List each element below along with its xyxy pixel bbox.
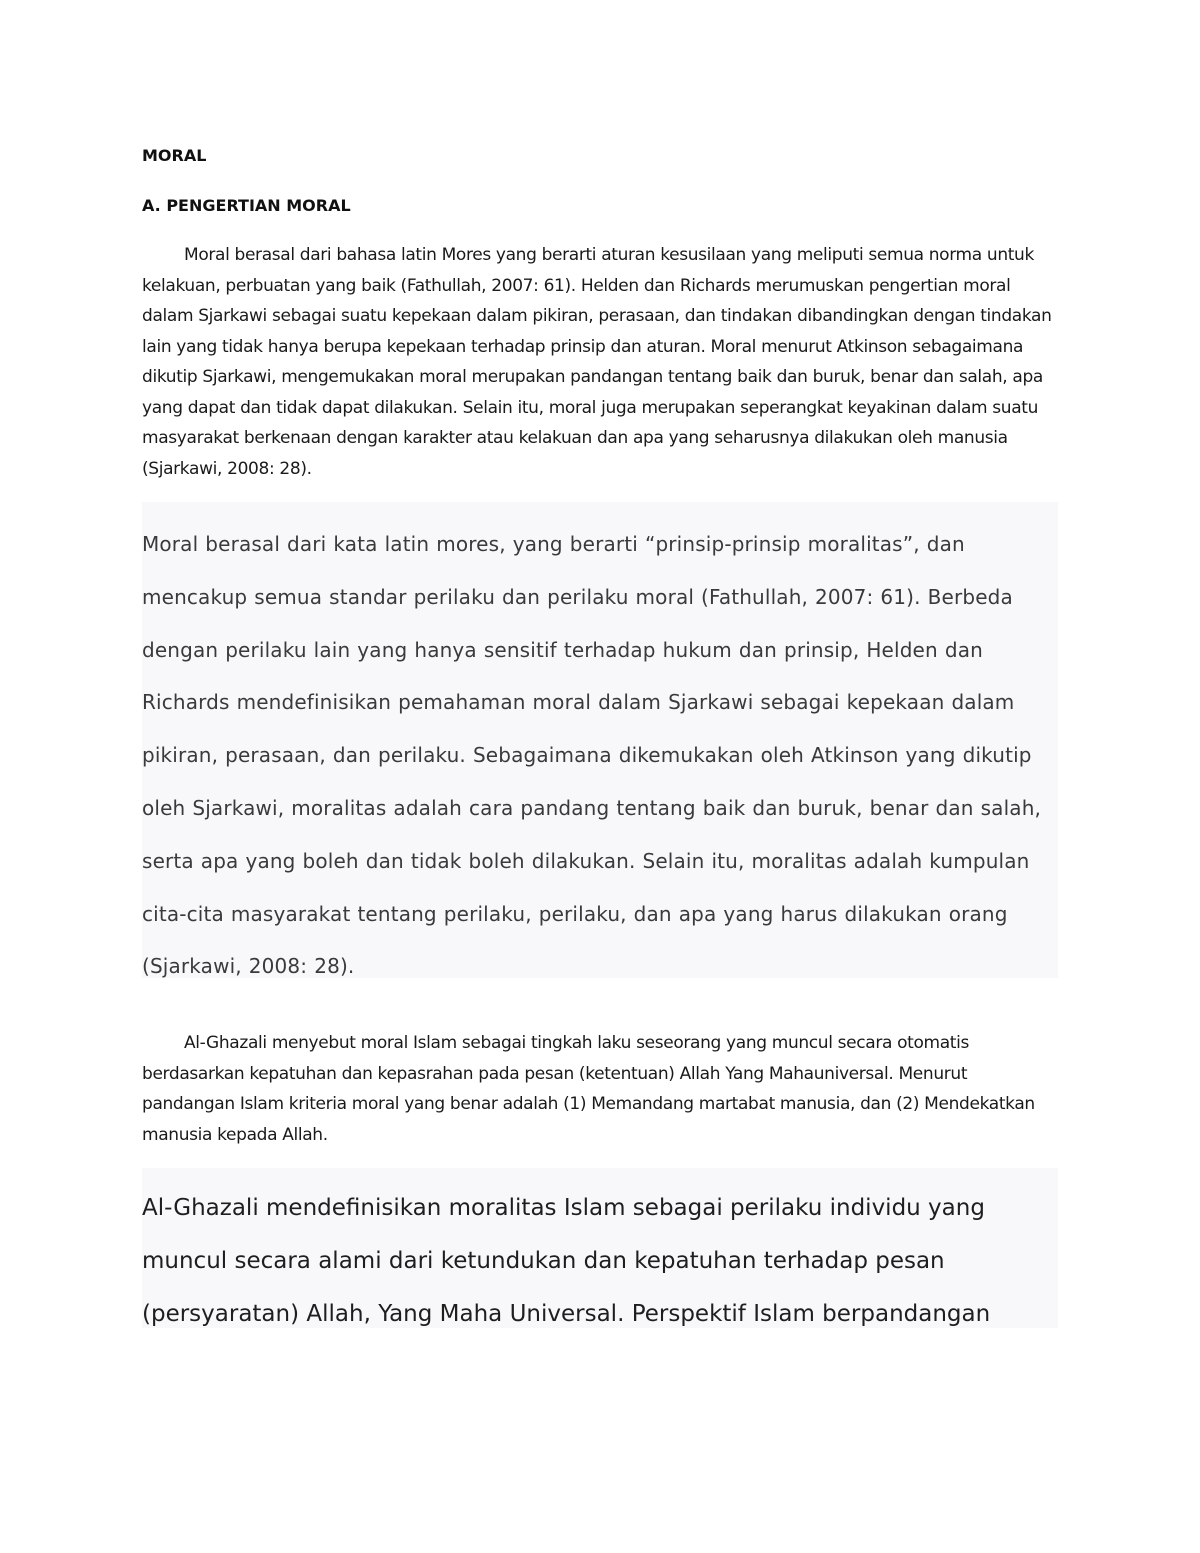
- translation-text: Moral berasal dari kata latin mores, yang berarti “prinsip-prinsip moralitas”, dan mencakup semua standar perilaku dan perilaku moral (Fathullah, 2007: 61). Berbeda dengan perilaku lain yang hanya sensitif terhadap hukum dan prinsip, Helden dan Richards mendefinisikan pemahaman moral dalam Sjarkawi sebagai kepekaan dalam pikiran, perasaan, dan perilaku. Sebagaimana dikemukakan oleh Atkinson yang dikutip oleh Sjarkawi, moralitas adalah cara pandang tentang baik dan buruk, benar dan salah, serta apa yang boleh dan tidak boleh dilakukan. Selain itu, moralitas adalah kumpulan cita-cita masyarakat tentang perilaku, perilaku, dan apa yang harus dilakukan orang (Sjarkawi, 2008: 28).: [142, 532, 1042, 979]
- translation-text: Al-Ghazali mendefinisikan moralitas Islam sebagai perilaku individu yang muncul secara alami dari ketundukan dan kepatuhan terhadap pesan (persyaratan) Allah, Yang Maha Universal. Perspektif Islam berpandangan: [142, 1195, 991, 1327]
- body-paragraph: Al-Ghazali menyebut moral Islam sebagai tingkah laku seseorang yang muncul secara otomatis berdasarkan kepatuhan dan kepasrahan pada pesan (ketentuan) Allah Yang Mahauniversal. Menurut pandangan Islam kriteria moral yang benar adalah (1) Memandang martabat manusia, dan (2) Mendekatkan manusia kepada Allah.: [142, 1033, 1035, 1145]
- section-heading: A. PENGERTIAN MORAL: [142, 196, 351, 215]
- body-paragraph: Moral berasal dari bahasa latin Mores yang berarti aturan kesusilaan yang meliputi semua norma untuk kelakuan, perbuatan yang baik (Fathullah, 2007: 61). Helden dan Richards merumuskan pengertian moral dalam Sjarkawi sebagai suatu kepekaan dalam pikiran, perasaan, dan tindakan dibandingkan dengan tindakan lain yang tidak hanya berupa kepekaan terhadap prinsip dan aturan. Moral menurut Atkinson sebagaimana dikutip Sjarkawi, mengemukakan moral merupakan pandangan tentang baik dan buruk, benar dan salah, apa yang dapat dan tidak dapat dilakukan. Selain itu, moral juga merupakan seperangkat keyakinan dalam suatu masyarakat berkenaan dengan karakter atau kelakuan dan apa yang seharusnya dilakukan oleh manusia (Sjarkawi, 2008: 28).: [142, 245, 1052, 479]
- translation-block: [142, 1168, 1058, 1328]
- document-title: MORAL: [142, 146, 207, 165]
- translation-block: [142, 502, 1058, 978]
